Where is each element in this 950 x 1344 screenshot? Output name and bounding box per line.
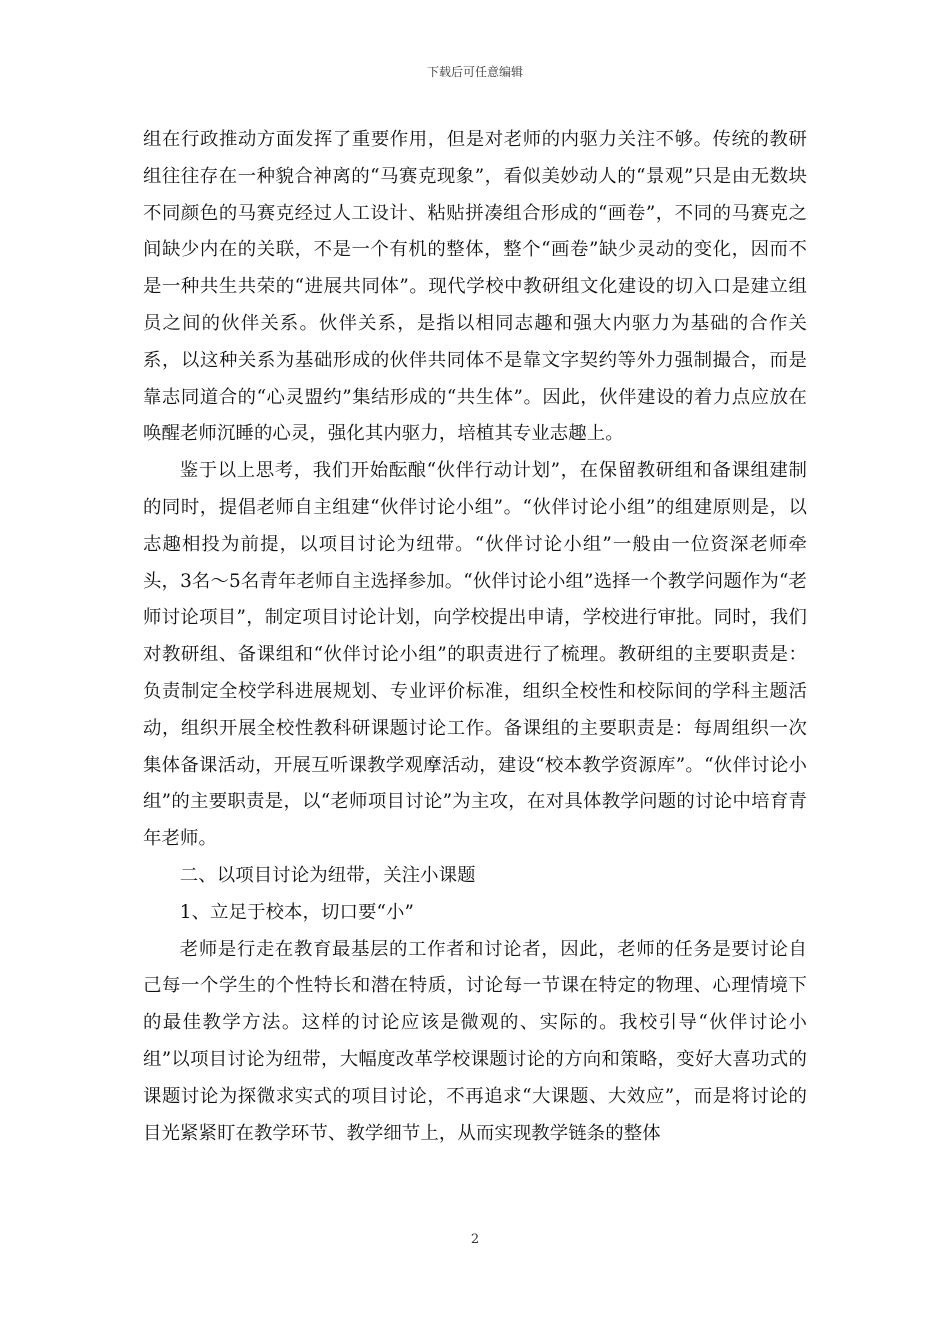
paragraph: 老师是行走在教育最基层的工作者和讨论者，因此，老师的任务是要讨论自己每一个学生的个性特长和潜在特质，讨论每一节课在特定的物理、心理情境下的最佳教学方法。这样的讨论应该是微观的、实际的。我校引导“伙伴讨论小组”以项目讨论为纽带，大幅度改革学校课题讨论的方向和策略，变好大喜功式的课题讨论为探微求实式的项目讨论，不再追求“大课题、大效应”，而是将讨论的目光紧紧盯在教学环节、教学细节上，从而实现教学链条的整体	[143, 938, 807, 1144]
page-header: 下载后可任意编辑	[426, 65, 523, 79]
subsection-heading: 1、立足于校本，切口要“小”	[179, 901, 414, 923]
page-number: 2	[470, 1232, 480, 1247]
paragraph: 鉴于以上思考，我们开始酝酿“伙伴行动计划”，在保留教研组和备课组建制的同时，提倡老师自主组建“伙伴讨论小组”。“伙伴讨论小组”的组建原则是，以志趣相投为前提，以项目讨论为纽带。“伙伴讨论小组”一般由一位资深老师牵头，3名～5名青年老师自主选择参加。“伙伴讨论小组”选择一个教学问题作为“老师讨论项目”，制定项目讨论计划，向学校提出申请，学校进行审批。同时，我们对教研组、备课组和“伙伴讨论小组”的职责进行了梳理。教研组的主要职责是：负责制定全校学科进展规划、专业评价标准，组织全校性和校际间的学科主题活动，组织开展全校性教科研课题讨论工作。备课组的主要职责是：每周组织一次集体备课活动，开展互听课教学观摩活动，建设“校本教学资源库”。“伙伴讨论小组”的主要职责是，以“老师项目讨论”为主攻，在对具体教学问题的讨论中培育青年老师。	[143, 460, 807, 850]
section-heading: 二、以项目讨论为纽带，关注小课题	[179, 864, 476, 886]
paragraph: 组在行政推动方面发挥了重要作用，但是对老师的内驱力关注不够。传统的教研组往往存在一种貌合神离的“马赛克现象”，看似美妙动人的“景观”只是由无数块不同颜色的马赛克经过人工设计、粘贴拼凑组合形成的“画卷”，不同的马赛克之间缺少内在的关联，不是一个有机的整体，整个“画卷”缺少灵动的变化，因而不是一种共生共荣的“进展共同体”。现代学校中教研组文化建设的切入口是建立组员之间的伙伴关系。伙伴关系，是指以相同志趣和强大内驱力为基础的合作关系，以这种关系为基础形成的伙伴共同体不是靠文字契约等外力强制撮合，而是靠志同道合的“心灵盟约”集结形成的“共生体”。因此，伙伴建设的着力点应放在唤醒老师沉睡的心灵，强化其内驱力，培植其专业志趣上。	[143, 129, 807, 445]
document-body	[143, 122, 807, 1152]
